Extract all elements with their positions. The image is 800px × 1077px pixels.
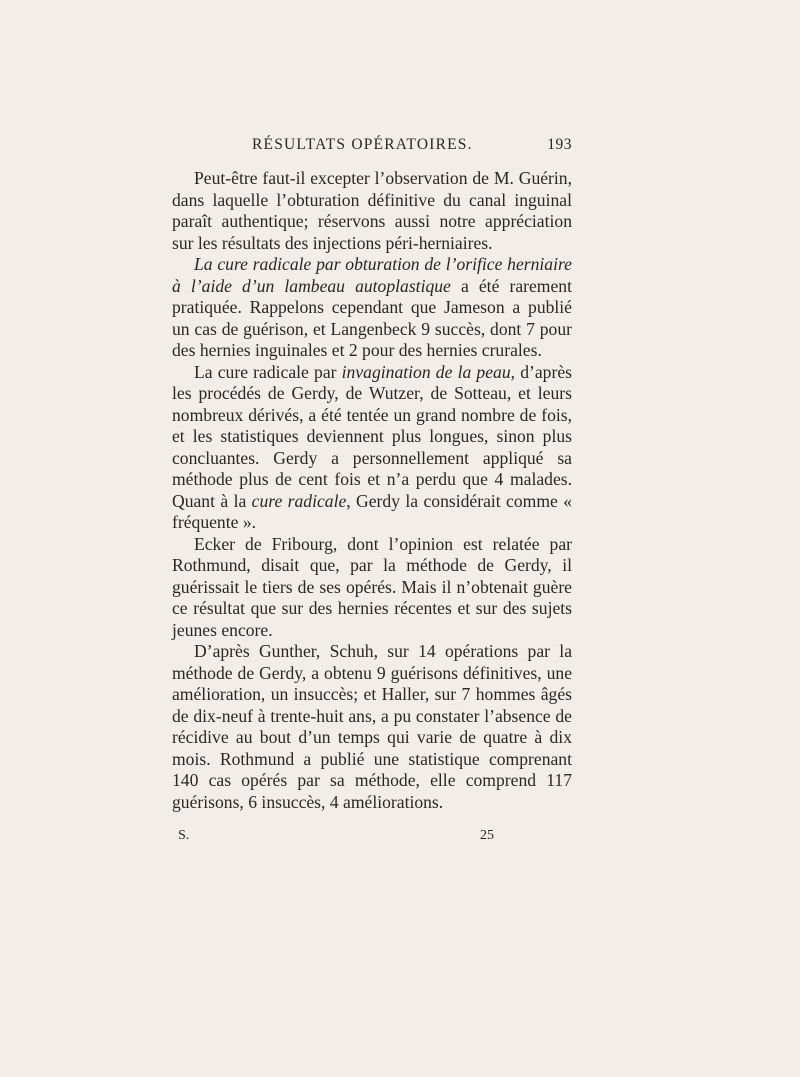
- text-run: Peut-être faut-il excepter l’observation de M. Guérin, dans laquelle l’obturation définitive du canal inguinal paraît authentique; réservons aussi notre appréciation sur les résultats des injections péri-herniaires.: [172, 168, 572, 253]
- italic-text-run: La cure radicale par obturation de l’orifice herniaire à l’aide d’un lambeau autoplastique: [172, 254, 572, 296]
- paragraph: [172, 362, 572, 534]
- text-run: D’après Gunther, Schuh, sur 14 opérations par la méthode de Gerdy, a obtenu 9 guérisons définitives, une amélioration, un insuccès; et Haller, sur 7 hommes âgés de dix-neuf à trente-huit ans, a pu constater l’absence de récidive au bout d’un temps qui varie de quatre à dix mois. Rothmund a publié une statistique comprenant 140 cas opérés par sa méthode, elle comprend 117 guérisons, 6 insuccès, 4 améliorations.: [172, 641, 572, 812]
- text-run: La cure radicale par: [194, 361, 342, 382]
- page-footer: [172, 828, 572, 848]
- italic-text-run: cure radicale: [251, 490, 347, 511]
- italic-text-run: invagination de la peau: [341, 361, 511, 382]
- page-number: 193: [547, 136, 572, 153]
- paragraph: [172, 534, 572, 642]
- text-run: a été rarement pratiquée. Rappelons cependant que Jameson a publié un cas de guérison, et Langenbeck 9 succès, dont 7 pour des hernies inguinales et 2 pour des hernies crurales.: [172, 275, 572, 360]
- text-run: , d’après les procédés de Gerdy, de Wutzer, de Sotteau, et leurs nombreux dérivés, a été tentée un grand nombre de fois, et les statistiques deviennent plus longues, sinon plus concluantes. Gerdy a personnellement appliqué sa méthode plus de cent fois et n’a perdu que 4 malades. Quant à la: [172, 361, 572, 511]
- running-title: RÉSULTATS OPÉRATOIRES.: [252, 136, 473, 153]
- text-run: , Gerdy la considérait comme « fréquente ».: [172, 490, 572, 532]
- paragraph: [172, 168, 572, 254]
- paragraph: [172, 254, 572, 362]
- text-run: Ecker de Fribourg, dont l’opinion est relatée par Rothmund, disait que, par la méthode de Gerdy, il guérissait le tiers de ses opérés. Mais il n’obtenait guère ce résultat que sur des hernies récentes et sur des sujets jeunes encore.: [172, 533, 572, 640]
- paragraph: [172, 641, 572, 813]
- page-header: [172, 136, 572, 160]
- body-text: [172, 168, 572, 813]
- sheet-number: 25: [480, 828, 494, 843]
- signature-mark: S.: [178, 828, 190, 843]
